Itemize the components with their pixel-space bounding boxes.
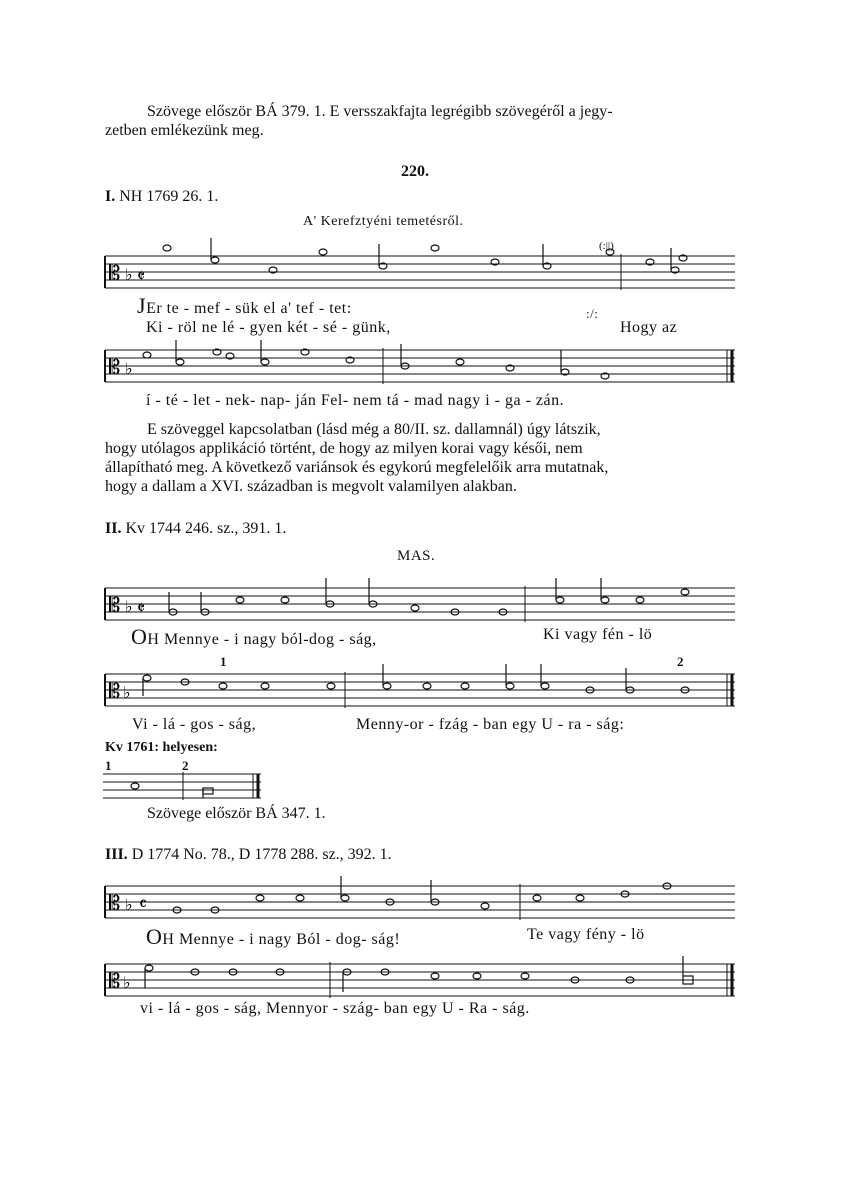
section-1-lyric-3: í - té - let - nek- nap- ján Fel- nem tá - mad nagy i - ga - zán. [146,392,565,409]
section-2-lyric-1-end: Ki vagy fén - lö [543,626,653,643]
svg-text:𝄡: 𝄡 [109,891,121,915]
initial-letter: O [131,624,148,649]
section-3-lyric-1-end: Te vagy fény - lö [527,926,645,943]
initial-letter: J [137,293,147,318]
svg-text:♭: ♭ [125,265,133,284]
note-head [261,359,269,365]
section-2-title: MAS. [397,548,436,564]
lyric-text: H Mennye - i nagy Ból - dog- ság! [162,931,401,948]
volta-2-label: 2 [677,654,684,669]
staff-5 [105,880,745,924]
commentary-line-4: hogy a dallam a XVI. században is megvolt valamilyen alakban. [105,478,517,495]
section-2-lyric-2-end: Menny-or - fzág - ban egy U - ra - ság: [356,716,625,733]
section-1-heading [105,188,218,206]
section-2-heading [105,520,286,538]
section-2-lyric-1 [131,624,377,650]
section-1-lyric-1 [137,293,352,319]
section-3-lyric-2: vi - lá - gos - ság, Mennyor - szág- ban egy U - Ra - ság. [140,1000,530,1017]
lyric-text: H Mennye - i nagy ból-dog - ság, [147,631,377,648]
svg-text:𝄡: 𝄡 [109,593,121,617]
section-3-numeral: III. [105,846,128,863]
section-1-numeral: I. [105,188,116,205]
svg-text:♭: ♭ [125,597,133,616]
intro-line-1: Szövege először BÁ 379. 1. E versszakfajta legrégibb szövegéről a jegy- [147,103,613,120]
section-1-title: A' Kerefztyéni temetésről. [303,214,464,229]
kv-volta-2: 2 [182,758,189,773]
kv-staff-fragment [103,768,273,808]
svg-text:𝄵: 𝄵 [137,266,146,287]
svg-text:♭: ♭ [125,359,133,378]
repeat-sign-label: (:||) [599,240,614,252]
svg-text:♭: ♭ [125,895,133,914]
note-head [431,245,439,251]
note-head [456,359,464,365]
note-head [319,249,327,255]
note-head [606,249,614,255]
svg-text:𝄵: 𝄵 [137,598,146,619]
section-1-lyric-2-end: Hogy az [620,319,678,336]
initial-letter: O [146,924,163,949]
repeat-marker: :/: [586,306,599,321]
svg-text:𝄴: 𝄴 [139,894,148,915]
svg-text:𝄡: 𝄡 [109,969,121,993]
staff-1 [105,250,745,294]
note-head [163,245,171,251]
svg-text:♭: ♭ [123,973,131,992]
staff-6 [105,958,745,1002]
note-head [143,352,151,358]
volta-1-label: 1 [220,654,227,669]
kv-volta-1: 1 [105,758,112,773]
note-head [176,359,184,365]
section-2-lyric-2: Vi - lá - gos - ság, [132,716,257,733]
section-2-source: Kv 1744 246. sz., 391. 1. [125,520,287,537]
intro-line-2: zetben emlékezünk meg. [105,122,264,139]
svg-text:𝄡: 𝄡 [109,355,121,379]
section-3-lyric-1 [146,924,400,950]
section-1-lyric-2: Ki - röl ne lé - gyen két - sé - günk, [146,319,391,336]
kv-correction-label: Kv 1761: helyesen: [105,740,218,755]
staff-3 [105,582,745,626]
section-2-text-source: Szövege először BÁ 347. 1. [147,805,326,822]
svg-text:♭: ♭ [123,683,131,702]
commentary-line-3: állapítható meg. A következő variánsok és egykorú megfelelőik arra mutatnak, [105,459,609,476]
staff-4 [105,668,745,712]
section-2-numeral: II. [105,520,122,537]
lyric-text: Er te - mef - sük el a' tef - tet: [146,300,352,317]
section-3-source: D 1774 No. 78., D 1778 288. sz., 392. 1. [131,846,392,863]
note-head [211,257,219,263]
section-3-heading [105,846,392,864]
commentary-line-2: hogy utólagos applikáció történt, de hogy az milyen korai vagy késői, nem [105,440,583,457]
svg-text:𝄡: 𝄡 [109,261,121,285]
hymn-number: 220. [401,163,429,180]
section-1-source: NH 1769 26. 1. [119,188,219,205]
svg-text:𝄡: 𝄡 [109,679,121,703]
staff-2 [105,344,745,394]
commentary-line-1: E szöveggel kapcsolatban (lásd még a 80/II. sz. dallamnál) úgy látszik, [147,421,601,438]
